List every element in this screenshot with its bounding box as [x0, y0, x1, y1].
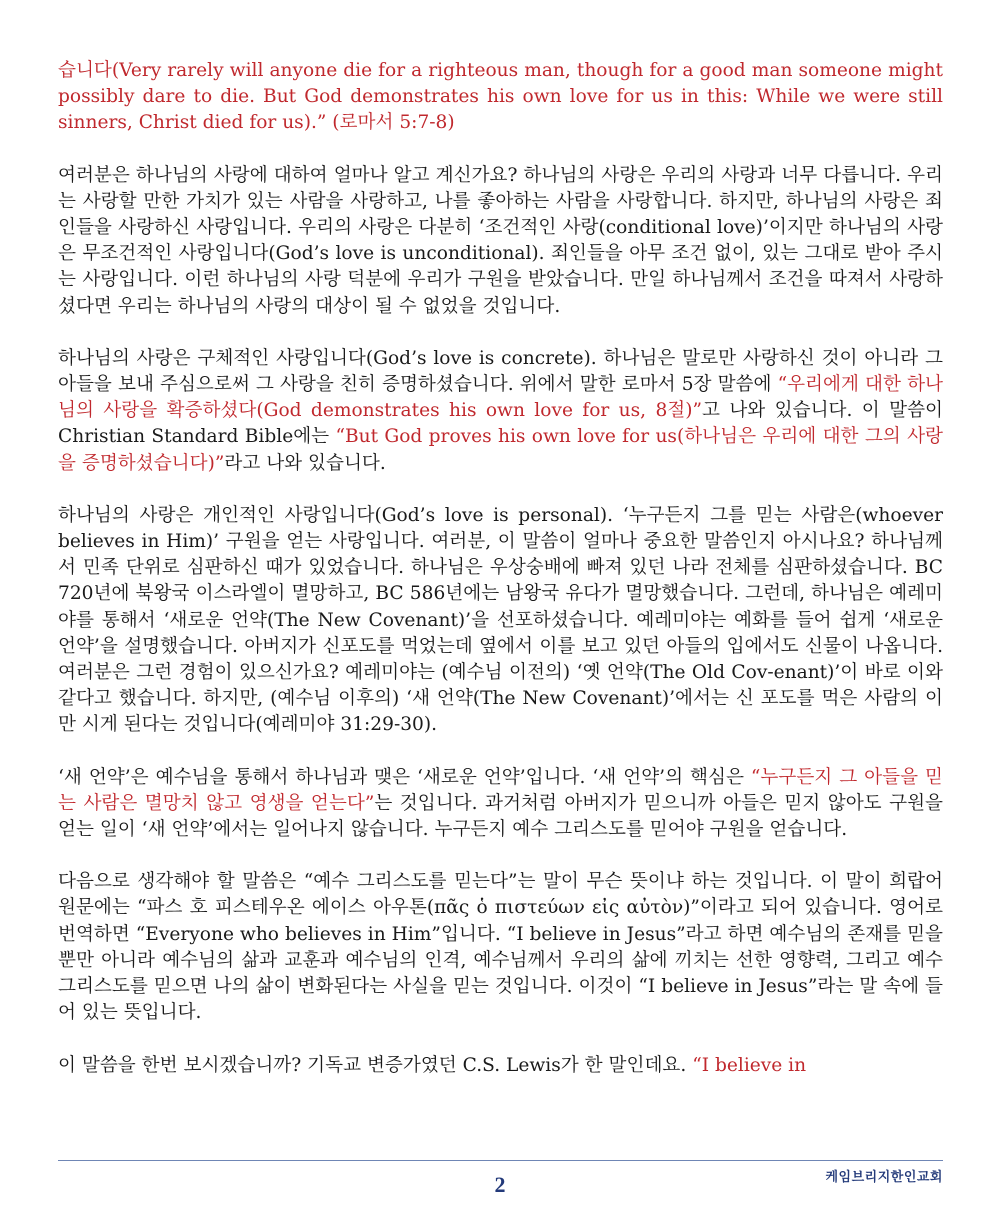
highlighted-text-run: “But God proves his own love for us(하나님은 우리에 대한 그의 사랑을 증명하셨습니다)”	[58, 426, 943, 474]
text-run: 이 말씀을 한번 보시겠습니까? 기독교 변증가였던 C.S. Lewis가 한 말인데요.	[58, 1054, 693, 1076]
highlighted-text-run: “누구든지 그 아들을 믿는 사람은 멸망치 않고 영생을 얻는다”	[58, 766, 943, 814]
church-name: 케임브리지한인교회	[825, 1170, 943, 1185]
paragraph-romans-quote	[58, 58, 943, 137]
highlighted-text-run: 습니다(Very rarely will anyone die for a righteous man, though for a good man someone might possibly dare to die. But God demonstrates his own love for us in this: While we were still sinners, Christ died for us).”	[58, 60, 943, 134]
paragraph-cs-lewis	[58, 1053, 943, 1079]
paragraph-concrete-love	[58, 346, 943, 477]
page-number: 2	[494, 1172, 506, 1197]
text-run: 여러분은 하나님의 사랑에 대하여 얼마나 알고 계신가요? 하나님의 사랑은 우리의 사랑과 너무 다릅니다. 우리는 사랑할 만한 가치가 있는 사람을 사랑하고, 나를 좋아하는 사람을 사랑합니다. 하지만, 하나님의 사랑은 죄인들을 사랑하신 사랑입니다. 우리의 사랑은 다분히 ‘조건적인 사랑(conditional love)’이지만 하나님의 사랑은 무조건적인 사랑입니다(God’s love is unconditional). 죄인들을 아무 조건 없이, 있는 그대로 받아 주시는 사랑입니다. 이런 하나님의 사랑 덕분에 우리가 구원을 받았습니다. 만일 하나님께서 조건을 따져서 사랑하셨다면 우리는 하나님의 사랑의 대상이 될 수 없었을 것입니다.	[58, 164, 943, 317]
text-run: 하나님의 사랑은 개인적인 사랑입니다(God’s love is personal). ‘누구든지 그를 믿는 사람은(whoever believes in Him)’ 구원을 얻는 사랑입니다. 여러분, 이 말씀이 얼마나 중요한 말씀인지 아시나요? 하나님께서 민족 단위로 심판하신 때가 있었습니다. 하나님은 우상숭배에 빠져 있던 나라 전체를 심판하셨습니다. BC 720년에 북왕국 이스라엘이 멸망하고, BC 586년에는 남왕국 유다가 멸망했습니다. 그런데, 하나님은 예레미야를 통해서 ‘새로운 언약(The New Covenant)’을 선포하셨습니다. 예레미야는 예화를 들어 쉽게 ‘새로운 언약’을 설명했습니다. 아버지가 신포도를 먹었는데 옆에서 이를 보고 있던 아들의 입에서도 신물이 나옵니다. 여러분은 그런 경험이 있으신가요? 예레미야는 (예수님 이전의) ‘옛 언약(The Old Cov-enant)’이 바로 이와 같다고 했습니다. 하지만, (예수님 이후의) ‘새 언약(The New Covenant)’에서는 신 포도를 먹은 사람의 이만 시게 된다는 것입니다(예레미야 31:29-30).	[58, 504, 943, 736]
body-text	[58, 58, 943, 1105]
text-run: 는 것입니다. 과거처럼 아버지가 믿으니까 아들은 믿지 않아도 구원을 얻는 일이 ‘새 언약’에서는 일어나지 않습니다. 누구든지 예수 그리스도를 믿어야 구원을 얻습니다.	[58, 792, 943, 841]
footer-divider	[58, 1160, 943, 1161]
text-run: 다음으로 생각해야 할 말씀은 “예수 그리스도를 믿는다”는 말이 무슨 뜻이냐 하는 것입니다. 이 말이 희랍어 원문에는 “파스 호 피스테우온 에이스 아우톤(πᾶς ὁ πιστεύων εἰς αὐτὸν)”이라고 되어 있습니다. 영어로 번역하면 “Everyone who believes in Him”입니다. “I believe in Jesus”라고 하면 예수님의 존재를 믿을 뿐만 아니라 예수님의 삶과 교훈과 예수님의 인격, 예수님께서 우리의 삶에 끼치는 선한 영향력, 그리고 예수 그리스도를 믿으면 나의 삶이 변화된다는 사실을 믿는 것입니다. 이것이 “I believe in Jesus”라는 말 속에 들어 있는 뜻입니다.	[58, 871, 943, 1024]
text-run: 고 나와 있습니다. 이 말씀이 Christian Standard Bible에는	[58, 400, 943, 448]
text-run: 라고 나와 있습니다.	[224, 452, 386, 474]
paragraph-unconditional-love	[58, 163, 943, 320]
paragraph-new-covenant	[58, 765, 943, 844]
paragraph-believe-meaning	[58, 869, 943, 1026]
text-run: 하나님의 사랑은 구체적인 사랑입니다(God’s love is concrete). 하나님은 말로만 사랑하신 것이 아니라 그 아들을 보내 주심으로써 그 사랑을 친히 증명하셨습니다. 위에서 말한 로마서 5장 말씀에	[58, 347, 943, 396]
highlighted-text-run: “우리에게 대한 하나님의 사랑을 확증하셨다(God demonstrates his own love for us, 8절)”	[58, 374, 943, 422]
highlighted-text-run: (로마서 5:7-8)	[326, 112, 455, 134]
paragraph-personal-love	[58, 503, 943, 739]
highlighted-text-run: “I believe in	[692, 1054, 807, 1076]
text-run: ‘새 언약’은 예수님을 통해서 하나님과 맺은 ‘새로운 언약’입니다. ‘새 언약’의 핵심은	[58, 766, 751, 788]
